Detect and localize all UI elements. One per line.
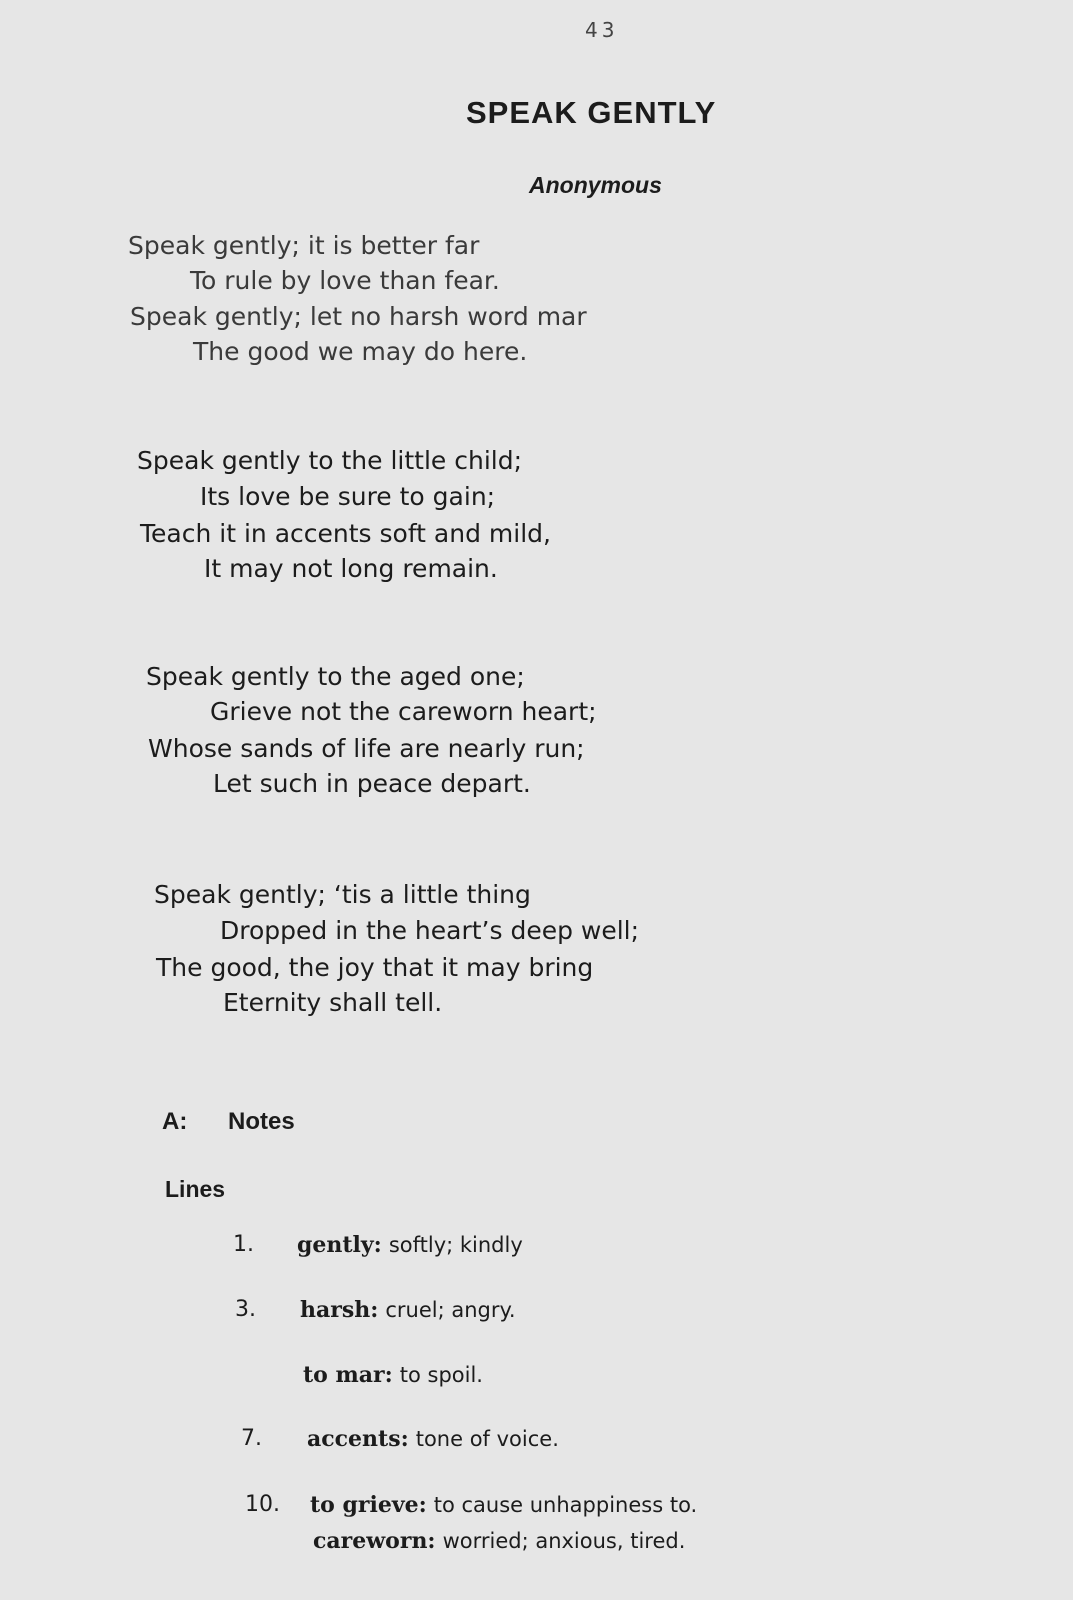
note-number: 10.: [245, 1492, 280, 1517]
poem-line: It may not long remain.: [204, 554, 498, 583]
poem-line: Whose sands of life are nearly run;: [148, 734, 585, 763]
note-item: [245, 1492, 698, 1518]
poem-line: Speak gently to the little child;: [137, 446, 523, 475]
poem-line: Grieve not the careworn heart;: [210, 697, 597, 726]
note-item: [303, 1362, 483, 1388]
note-number: 1.: [233, 1232, 254, 1257]
note-number: 7.: [241, 1426, 262, 1451]
poem-line: Its love be sure to gain;: [200, 482, 496, 511]
poem-line: Speak gently; it is better far: [128, 231, 480, 260]
poem-line: The good we may do here.: [193, 337, 528, 366]
note-term: accents:: [307, 1426, 409, 1452]
poem-author: Anonymous: [529, 172, 662, 198]
poem-line: Teach it in accents soft and mild,: [140, 519, 551, 548]
notes-section-letter: A:: [162, 1108, 188, 1135]
poem-line: To rule by love than fear.: [190, 266, 500, 295]
poem-line: Speak gently; ‘tis a little thing: [154, 880, 531, 909]
note-number: 3.: [235, 1297, 256, 1322]
poem-line: The good, the joy that it may bring: [156, 953, 594, 982]
poem-line: Speak gently; let no harsh word mar: [130, 302, 587, 331]
note-term: to grieve:: [310, 1492, 427, 1518]
note-definition: softly; kindly: [388, 1233, 523, 1257]
note-term: harsh:: [300, 1297, 379, 1323]
poem-title: SPEAK GENTLY: [466, 95, 717, 130]
poem-line: Dropped in the heart’s deep well;: [220, 916, 640, 945]
note-term: to mar:: [303, 1362, 393, 1388]
note-item: [233, 1232, 523, 1258]
poem-line: Eternity shall tell.: [223, 988, 443, 1017]
note-term: careworn:: [313, 1528, 436, 1554]
notes-heading: [162, 1108, 295, 1136]
page-number: 43: [585, 18, 619, 42]
lines-heading: Lines: [165, 1176, 226, 1202]
notes-section-title: Notes: [228, 1108, 295, 1135]
note-item: [235, 1297, 516, 1323]
note-definition: to cause unhappiness to.: [433, 1493, 698, 1517]
note-item: [313, 1528, 685, 1554]
note-definition: worried; anxious, tired.: [442, 1529, 686, 1553]
note-definition: to spoil.: [399, 1363, 483, 1387]
note-definition: cruel; angry.: [385, 1298, 516, 1322]
note-term: gently:: [297, 1232, 382, 1258]
note-item: [241, 1426, 559, 1452]
poem-line: Speak gently to the aged one;: [146, 662, 525, 691]
note-definition: tone of voice.: [415, 1427, 559, 1451]
poem-line: Let such in peace depart.: [213, 769, 531, 798]
